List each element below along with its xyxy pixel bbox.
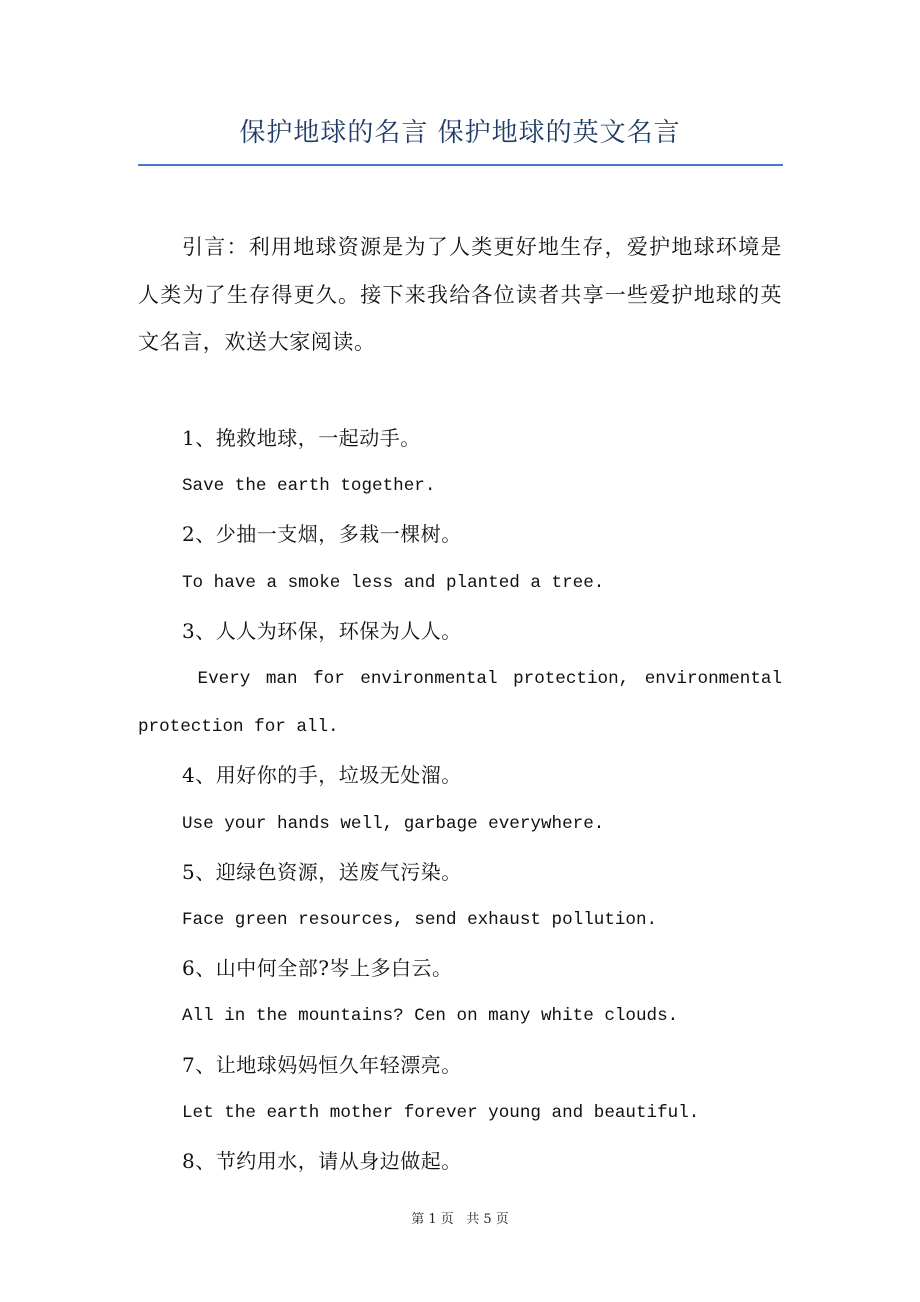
intro-paragraph: 引言：利用地球资源是为了人类更好地生存，爱护地球环境是人类为了生存得更久。接下来我给各位读者共享一些爱护地球的英文名言，欢送大家阅读。 [138, 235, 782, 354]
title-divider [138, 164, 783, 166]
quote-zh: 4、用好你的手，垃圾无处溜。 [182, 763, 462, 788]
quote-en: Use your hands well, garbage everywhere. [182, 813, 605, 834]
quote-zh: 2、少抽一支烟，多栽一棵树。 [182, 522, 462, 547]
document-title: 保护地球的名言 保护地球的英文名言 [239, 118, 681, 148]
quote-en: Face green resources, send exhaust pollution. [182, 910, 658, 931]
quote-en: Save the earth together. [182, 476, 436, 497]
quote-en: Let the earth mother forever young and beautiful. [182, 1102, 700, 1123]
quote-en: To have a smoke less and planted a tree. [182, 572, 605, 593]
quote-zh: 5、迎绿色资源，送废气污染。 [182, 859, 462, 884]
quote-en: Every man for environmental protection, environmental protection for all. [138, 669, 793, 738]
quote-zh: 6、山中何全部?岑上多白云。 [182, 956, 453, 981]
page-footer: 第 1 页 共 5 页 [411, 1212, 509, 1227]
quote-zh: 1、挽救地球，一起动手。 [182, 426, 421, 450]
quote-list [138, 414, 793, 1185]
quote-en: All in the mountains? Cen on many white clouds. [182, 1006, 679, 1027]
quote-zh: 7、让地球妈妈恒久年轻漂亮。 [182, 1052, 462, 1077]
quote-zh: 3、人人为环保，环保为人人。 [182, 618, 462, 643]
quote-zh: 8、节约用水，请从身边做起。 [182, 1149, 462, 1174]
